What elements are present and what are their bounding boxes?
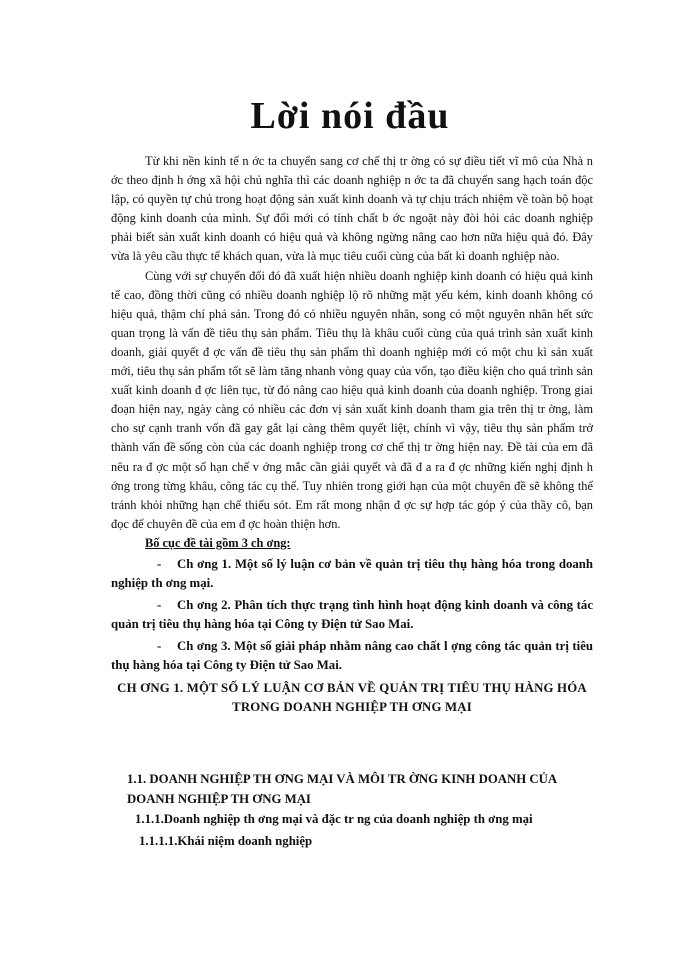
chapter-item-text: Ch ơng 1. Một số lý luận cơ bản về quản trị tiêu thụ hàng hóa trong doanh nghiệp th ơng mại.	[111, 556, 593, 591]
chapter-heading: CH ƠNG 1. MỘT SỐ LÝ LUẬN CƠ BẢN VỀ QUẢN TRỊ TIÊU THỤ HÀNG HÓA TRONG DOANH NGHIỆP TH ƠNG MẠI	[117, 680, 587, 715]
outline-title: Bố cục đề tài gồm 3 ch ơng:	[145, 535, 291, 550]
document-body	[111, 152, 593, 718]
chapter-item-text: Ch ơng 3. Một số giải pháp nhằm nâng cao chất l ợng công tác quản trị tiêu thụ hàng hóa tại Công ty Điện tử Sao Mai.	[111, 638, 593, 673]
chapter-item-1	[111, 555, 593, 594]
section-heading-1-1: 1.1. DOANH NGHIỆP TH ƠNG MẠI VÀ MÔI TR ỜNG KINH DOANH CỦA DOANH NGHIỆP TH ƠNG MẠI	[127, 772, 557, 806]
bullet-dash: -	[157, 556, 162, 571]
page-title: Lời nói đầu	[250, 95, 450, 137]
intro-paragraph-2: Cùng với sự chuyển đổi đó đã xuất hiện nhiều doanh nghiệp kinh doanh có hiệu quả kinh tế cao, đồng thời cũng có nhiều doanh nghiệp lộ rõ những mặt yếu kém, kinh doanh không có hiệu quả, thậm chí phá sản. Trong đó có nhiều nguyên nhân, song có một nguyên nhân hết sức quan trọng là vấn đề tiêu thụ sản phẩm. Tiêu thụ là khâu cuối cùng của quá trình sản xuất kinh doanh, giải quyết đ ợc vấn đề tiêu thụ sản phẩm thì doanh nghiệp mới có một chu kì sản xuất mới, tiêu thụ sản phẩm tốt sẽ làm tăng nhanh vòng quay của vốn, tạo điều kiện cho quá trình sản xuất kinh doanh đ ợc liên tục, từ đó nâng cao hiệu quả kinh doanh của doanh nghiệp. Trong giai đoạn hiện nay, ngày càng có nhiều các đơn vị sản xuất kinh doanh tham gia trên thị tr ờng, làm cho sự cạnh tranh vốn đã gay gắt lại càng thêm quyết liệt, chính vì vậy, tiêu thụ sản phẩm trở thành vấn đề sống còn của các doanh nghiệp trong cơ chế thị tr ờng hiện nay. Đề tài của em đã nêu ra đ ợc một số hạn chế v ớng mắc cần giải quyết và đã đ a ra đ ợc những kiến nghị định h ớng trong từng khâu, công tác cụ thể. Tuy nhiên trong giới hạn của một chuyên đề sẽ không thể tránh khỏi những hạn chế thiếu sót. Em rất mong nhận đ ợc sự hợp tác góp ý của thầy cô, bạn đọc để chuyên đề của em đ ợc hoàn thiện hơn.	[111, 268, 593, 531]
bullet-dash: -	[157, 597, 162, 612]
bullet-dash: -	[157, 638, 162, 653]
chapter-item-2	[111, 596, 593, 635]
section-heading-1-1-1: 1.1.1.Doanh nghiệp th ơng mại và đặc tr ng của doanh nghiệp th ơng mại	[135, 812, 533, 826]
section-heading-1-1-1-1: 1.1.1.1.Khái niệm doanh nghiệp	[139, 834, 313, 848]
chapter-item-text: Ch ơng 2. Phân tích thực trạng tình hình hoạt động kinh doanh và công tác quản trị tiêu thụ hàng hóa tại Công ty Điện tử Sao Mai.	[111, 597, 593, 632]
chapter-item-3	[111, 637, 593, 676]
intro-paragraph-1: Từ khi nền kinh tế n ớc ta chuyển sang cơ chế thị tr ờng có sự điều tiết vĩ mô của Nhà n ớc theo định h ớng xã hội chủ nghĩa thì các doanh nghiệp n ớc ta đã chuyển sang hạch toán độc lập, có quyền tự chủ trong hoạt động sản xuất kinh doanh và tự chịu trách nhiệm về toàn bộ hoạt động kinh doanh của mình. Sự đổi mới có tính chất b ớc ngoặt này đòi hỏi các doanh nghiệp phải biết sản xuất kinh doanh có hiệu quả và không ngừng nâng cao hơn nữa hiệu quả đó. Đây vừa là yêu cầu thực tế khách quan, vừa là mục tiêu cuối cùng của bất kì doanh nghiệp nào.	[111, 154, 593, 264]
